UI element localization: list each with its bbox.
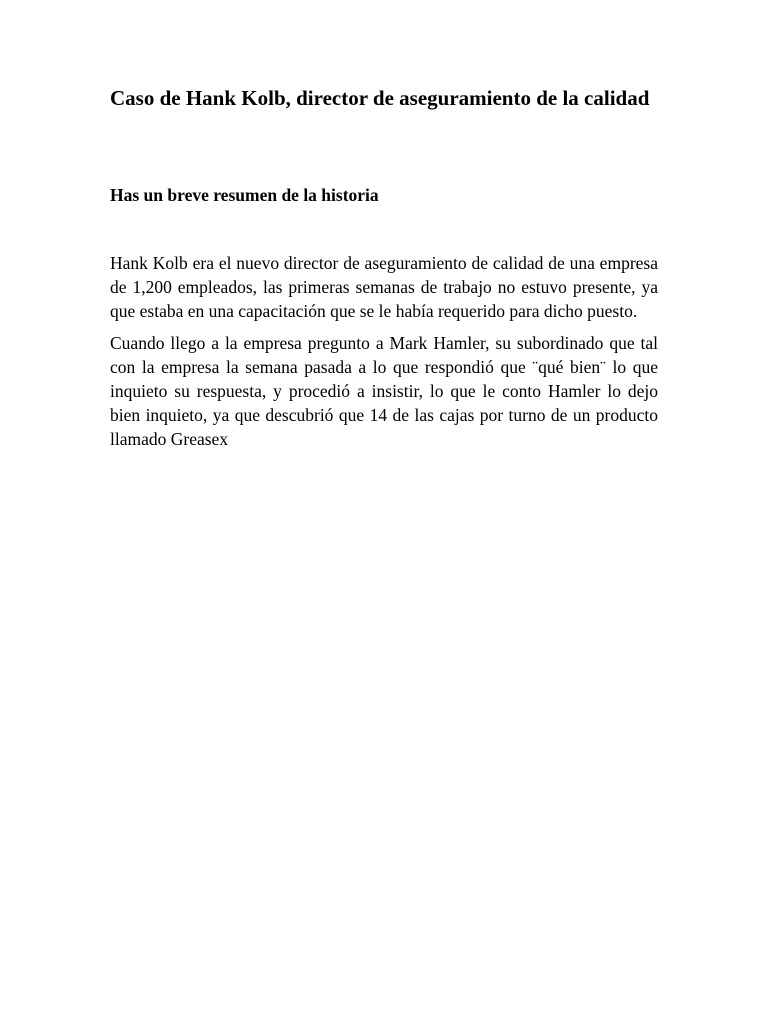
paragraph-2: Cuando llego a la empresa pregunto a Mark Hamler, su subordinado que tal con la empresa la semana pasada a lo que respondió que ¨qué bien¨ lo que inquieto su respuesta, y procedió a insistir, lo que le conto Hamler lo dejo bien inquieto, ya que descubrió que 14 de las cajas por turno de un producto llamado Greasex: [110, 333, 658, 449]
paragraph-1: Hank Kolb era el nuevo director de aseguramiento de calidad de una empresa de 1,200 empleados, las primeras semanas de trabajo no estuvo presente, ya que estaba en una capacitación que se le había requerido para dicho puesto.: [110, 253, 658, 321]
document-page: [110, 84, 658, 449]
document-subtitle: Has un breve resumen de la historia: [110, 185, 379, 205]
document-body: [110, 251, 658, 459]
document-title: Caso de Hank Kolb, director de aseguramiento de la calidad: [110, 86, 650, 110]
